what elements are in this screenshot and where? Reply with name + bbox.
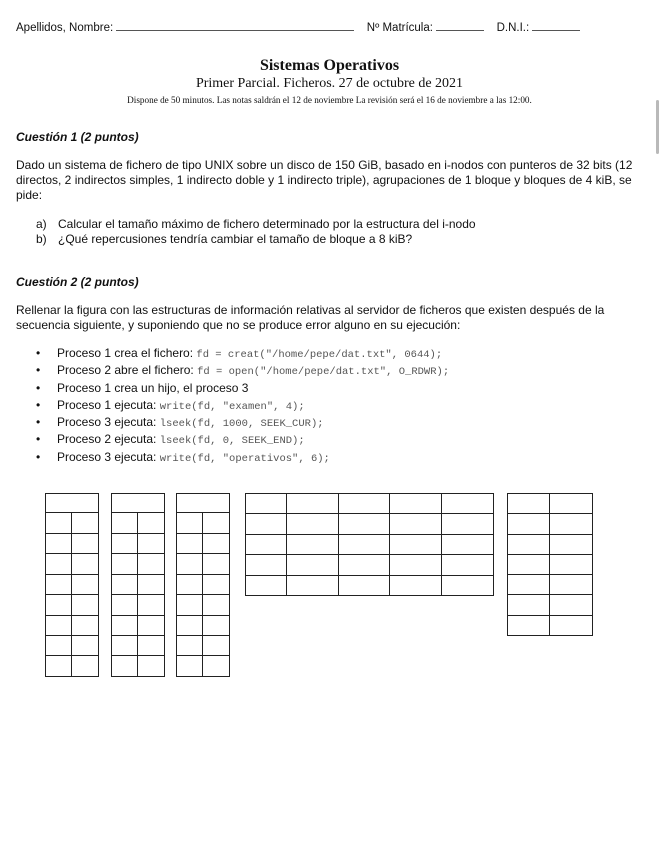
question-2-title: Cuestión 2 (2 puntos): [16, 275, 139, 289]
table-cell[interactable]: [390, 534, 442, 554]
table-row: [508, 514, 593, 534]
table-cell[interactable]: [138, 574, 165, 594]
table-row: [246, 514, 494, 534]
table-cell[interactable]: [338, 514, 390, 534]
table-cell[interactable]: [72, 595, 99, 615]
table-row: [112, 554, 165, 574]
table-cell[interactable]: [508, 534, 550, 554]
process-2-fd-table[interactable]: [111, 493, 165, 677]
table-cell[interactable]: [138, 656, 165, 677]
table-cell[interactable]: [508, 554, 550, 574]
table-cell[interactable]: [203, 554, 230, 574]
table-cell[interactable]: [550, 534, 593, 554]
matricula-field[interactable]: [436, 19, 484, 31]
list-item: • Proceso 1 crea un hijo, el proceso 3: [36, 380, 249, 395]
table-row: [46, 494, 99, 513]
table-cell[interactable]: [203, 656, 230, 677]
table-row: [112, 615, 165, 635]
table-cell[interactable]: [112, 656, 138, 677]
table-row: [112, 513, 165, 533]
table-cell[interactable]: [138, 615, 165, 635]
table-row: [246, 555, 494, 575]
table-cell[interactable]: [286, 514, 338, 534]
table-cell[interactable]: [138, 636, 165, 656]
table-cell[interactable]: [442, 534, 494, 554]
table-cell[interactable]: [203, 574, 230, 594]
table-cell[interactable]: [203, 513, 230, 533]
table-row: [508, 595, 593, 615]
matricula-label: Nº Matrícula:: [366, 22, 433, 34]
table-cell[interactable]: [112, 636, 138, 656]
table-cell[interactable]: [390, 575, 442, 595]
table-cell[interactable]: [72, 574, 99, 594]
table-cell[interactable]: [177, 533, 203, 553]
table-cell[interactable]: [390, 494, 442, 514]
table-cell[interactable]: [508, 494, 550, 514]
table-row: [508, 534, 593, 554]
table-cell[interactable]: [46, 636, 72, 656]
table-row: [46, 574, 99, 594]
table-row: [177, 494, 230, 513]
table-cell[interactable]: [203, 636, 230, 656]
table-row: [112, 656, 165, 677]
table-cell[interactable]: [246, 494, 287, 514]
table-row: [508, 615, 593, 635]
table-cell[interactable]: [177, 595, 203, 615]
table-cell[interactable]: [508, 615, 550, 635]
list-item: • Proceso 3 ejecuta: lseek(fd, 1000, SEEK_CUR);: [36, 415, 324, 431]
name-field[interactable]: [116, 19, 354, 31]
table-cell[interactable]: [72, 533, 99, 553]
table-cell[interactable]: [338, 575, 390, 595]
table-row: [46, 615, 99, 635]
table-row: [112, 636, 165, 656]
list-item: • Proceso 1 ejecuta: write(fd, "examen", 4);: [36, 397, 305, 413]
table-row: [46, 554, 99, 574]
dni-field[interactable]: [532, 19, 580, 31]
table-cell[interactable]: [550, 554, 593, 574]
table-cell[interactable]: [508, 595, 550, 615]
question-1-title: Cuestión 1 (2 puntos): [16, 130, 139, 144]
table-row: [177, 615, 230, 635]
exam-title: Sistemas Operativos: [259, 57, 400, 74]
table-row: [46, 636, 99, 656]
table-row: [177, 574, 230, 594]
table-cell[interactable]: [246, 514, 287, 534]
table-cell[interactable]: [286, 575, 338, 595]
table-cell[interactable]: [112, 595, 138, 615]
table-cell[interactable]: [550, 615, 593, 635]
table-row: [508, 554, 593, 574]
table-row: [46, 595, 99, 615]
table-cell[interactable]: [138, 513, 165, 533]
question-1-body: Dado un sistema de fichero de tipo UNIX sobre un disco de 150 GiB, basado en i-nodos con punteros de 32 bits (12 directos, 2 indirectos simples, 1 indirecto doble y 1 indirecto triple), agrupaciones de 1 bloque y bloques de 4 kiB, se pide:: [16, 158, 633, 202]
table-cell[interactable]: [112, 494, 165, 513]
exam-note: Dispone de 50 minutos. Las notas saldrán el 12 de noviembre La revisión será el 16 de noviembre a las 12:00.: [127, 95, 532, 105]
question-2-body: Rellenar la figura con las estructuras de información relativas al servidor de ficheros que existen después de la secuencia siguiente, y suponiendo que no se produce error alguno en su ejecución:: [16, 303, 605, 332]
table-row: [508, 494, 593, 514]
table-cell[interactable]: [550, 514, 593, 534]
table-cell[interactable]: [46, 554, 72, 574]
table-row: [112, 494, 165, 513]
table-cell[interactable]: [138, 595, 165, 615]
list-item: • Proceso 2 abre el fichero: fd = open("/home/pepe/dat.txt", O_RDWR);: [36, 363, 450, 379]
table-cell[interactable]: [286, 555, 338, 575]
table-cell[interactable]: [46, 615, 72, 635]
table-cell[interactable]: [550, 575, 593, 595]
table-cell[interactable]: [177, 513, 203, 533]
table-row: [177, 656, 230, 677]
table-cell[interactable]: [46, 494, 99, 513]
table-cell[interactable]: [177, 494, 230, 513]
name-label: Apellidos, Nombre:: [16, 22, 114, 34]
table-row: [46, 656, 99, 677]
table-cell[interactable]: [72, 554, 99, 574]
table-cell[interactable]: [177, 574, 203, 594]
table-cell[interactable]: [246, 575, 287, 595]
student-info-line: [16, 19, 616, 34]
table-cell[interactable]: [112, 513, 138, 533]
question-1-item-b: b) ¿Qué repercusiones tendría cambiar el tamaño de bloque a 8 kiB?: [36, 232, 413, 246]
table-cell[interactable]: [112, 554, 138, 574]
table-cell[interactable]: [338, 534, 390, 554]
table-cell[interactable]: [72, 636, 99, 656]
question-2-steps: [36, 346, 449, 467]
table-cell[interactable]: [177, 554, 203, 574]
table-cell[interactable]: [46, 533, 72, 553]
table-row: [46, 533, 99, 553]
table-cell[interactable]: [508, 575, 550, 595]
table-row: [112, 595, 165, 615]
table-cell[interactable]: [72, 615, 99, 635]
table-cell[interactable]: [46, 656, 72, 677]
table-row: [177, 595, 230, 615]
table-cell[interactable]: [338, 494, 390, 514]
table-row: [112, 574, 165, 594]
table-cell[interactable]: [442, 555, 494, 575]
list-item: • Proceso 2 ejecuta: lseek(fd, 0, SEEK_END);: [36, 432, 305, 448]
table-cell[interactable]: [442, 575, 494, 595]
table-cell[interactable]: [46, 513, 72, 533]
table-cell[interactable]: [112, 574, 138, 594]
question-1-items: [36, 217, 476, 247]
table-cell[interactable]: [338, 555, 390, 575]
question-1-item-a: a) Calcular el tamaño máximo de fichero determinado por la estructura del i-nodo: [36, 217, 476, 231]
table-cell[interactable]: [177, 615, 203, 635]
exam-subtitle: Primer Parcial. Ficheros. 27 de octubre de 2021: [195, 76, 464, 91]
table-cell[interactable]: [286, 494, 338, 514]
table-cell[interactable]: [390, 514, 442, 534]
table-cell[interactable]: [138, 533, 165, 553]
table-cell[interactable]: [390, 555, 442, 575]
dni-label: D.N.I.:: [496, 22, 530, 34]
table-cell[interactable]: [72, 656, 99, 677]
table-cell[interactable]: [246, 534, 287, 554]
inode-table[interactable]: [507, 493, 593, 636]
table-cell[interactable]: [112, 615, 138, 635]
process-1-fd-table[interactable]: [45, 493, 99, 677]
table-cell[interactable]: [72, 513, 99, 533]
table-row: [246, 575, 494, 595]
intermediate-file-table[interactable]: [245, 493, 494, 596]
table-row: [508, 575, 593, 595]
table-row: [246, 534, 494, 554]
table-cell[interactable]: [138, 554, 165, 574]
table-cell[interactable]: [203, 615, 230, 635]
process-3-fd-table[interactable]: [176, 493, 230, 677]
table-cell[interactable]: [203, 533, 230, 553]
table-cell[interactable]: [112, 533, 138, 553]
table-cell[interactable]: [177, 636, 203, 656]
table-cell[interactable]: [550, 494, 593, 514]
table-cell[interactable]: [46, 574, 72, 594]
table-row: [246, 494, 494, 514]
table-cell[interactable]: [442, 514, 494, 534]
table-cell[interactable]: [177, 656, 203, 677]
table-row: [177, 533, 230, 553]
table-cell[interactable]: [246, 555, 287, 575]
table-cell[interactable]: [508, 514, 550, 534]
table-cell[interactable]: [203, 595, 230, 615]
table-row: [46, 513, 99, 533]
table-row: [177, 513, 230, 533]
list-item: • Proceso 3 ejecuta: write(fd, "operativos", 6);: [36, 449, 330, 465]
list-item: • Proceso 1 crea el fichero: fd = creat("/home/pepe/dat.txt", 0644);: [36, 346, 443, 361]
table-row: [177, 636, 230, 656]
table-cell[interactable]: [442, 494, 494, 514]
table-row: [112, 533, 165, 553]
table-row: [177, 554, 230, 574]
table-cell[interactable]: [550, 595, 593, 615]
table-cell[interactable]: [46, 595, 72, 615]
table-cell[interactable]: [286, 534, 338, 554]
